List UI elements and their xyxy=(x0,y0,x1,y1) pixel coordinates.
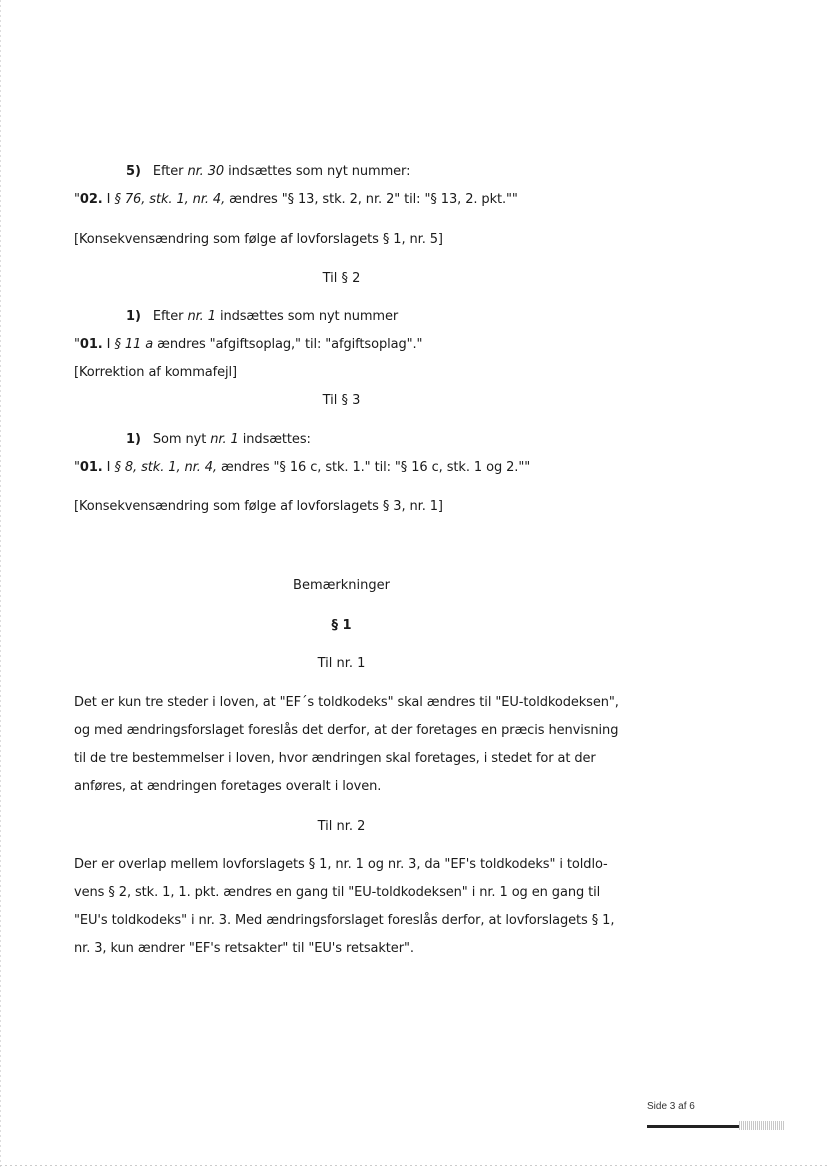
item-text: Efter xyxy=(152,309,184,324)
item-text: ændres "afgiftsoplag," til: "afgiftsoplag"." xyxy=(153,337,423,352)
amendment-text xyxy=(74,191,518,209)
item-text: I xyxy=(102,192,115,207)
note: [Korrektion af kommafejl] xyxy=(74,365,237,380)
quote-mark: " xyxy=(74,337,80,352)
amendment-item xyxy=(126,431,311,449)
body-line: Der er overlap mellem lovforslagets § 1, nr. 1 og nr. 3, da "EF's toldkodeks" i toldlo- xyxy=(74,857,608,872)
body-line: og med ændringsforslaget foreslås det derfor, at der foretages en præcis henvisning xyxy=(74,723,619,738)
item-reference: § 76, stk. 1, nr. 4, xyxy=(114,192,226,207)
section-heading: Til § 3 xyxy=(322,393,361,408)
item-number: 1) xyxy=(126,432,141,447)
note: [Konsekvensændring som følge af lovforslagets § 1, nr. 5] xyxy=(74,232,443,247)
subsection-heading: Til nr. 1 xyxy=(317,656,366,671)
item-text: indsættes som nyt nummer: xyxy=(228,164,411,179)
remarks-heading: Bemærkninger xyxy=(293,578,390,593)
item-reference: § 8, stk. 1, nr. 4, xyxy=(114,460,217,475)
page-number: Side 3 af 6 xyxy=(647,1101,695,1112)
item-text: I xyxy=(102,460,115,475)
item-text: I xyxy=(102,337,115,352)
item-number: 5) xyxy=(126,164,141,179)
quote-mark: " xyxy=(74,460,80,475)
scan-edge-bottom xyxy=(0,1165,827,1166)
item-text: indsættes: xyxy=(242,432,311,447)
body-line: Det er kun tre steder i loven, at "EF´s toldkodeks" skal ændres til "EU-toldkodeksen", xyxy=(74,695,619,710)
item-reference: § 11 a xyxy=(114,337,154,352)
item-number: 01. xyxy=(79,337,103,352)
footer-rule-pattern xyxy=(739,1121,784,1130)
subsection-heading: Til nr. 2 xyxy=(317,819,366,834)
item-text: indsættes som nyt nummer xyxy=(219,309,399,324)
item-reference: nr. 1 xyxy=(210,432,239,447)
amendment-text xyxy=(74,459,530,477)
item-number: 01. xyxy=(79,460,103,475)
note: [Konsekvensændring som følge af lovforslagets § 3, nr. 1] xyxy=(74,499,443,514)
amendment-text xyxy=(74,336,422,354)
amendment-item xyxy=(126,308,398,326)
item-reference: nr. 1 xyxy=(187,309,216,324)
body-line: vens § 2, stk. 1, 1. pkt. ændres en gang til "EU-toldkodeksen" i nr. 1 og en gang til xyxy=(74,885,601,900)
body-line: til de tre bestemmelser i loven, hvor ændringen skal foretages, i stedet for at der xyxy=(74,751,596,766)
paragraph-heading: § 1 xyxy=(331,618,352,633)
item-text: ændres "§ 16 c, stk. 1." til: "§ 16 c, stk. 1 og 2."" xyxy=(216,460,531,475)
item-text: Som nyt xyxy=(152,432,207,447)
body-line: anføres, at ændringen foretages overalt i loven. xyxy=(74,779,382,794)
item-number: 1) xyxy=(126,309,141,324)
footer-rule xyxy=(647,1125,739,1128)
body-line: "EU's toldkodeks" i nr. 3. Med ændringsforslaget foreslås derfor, at lovforslagets § 1, xyxy=(74,913,615,928)
amendment-item xyxy=(126,163,410,181)
item-text: ændres "§ 13, stk. 2, nr. 2" til: "§ 13, 2. pkt."" xyxy=(225,192,518,207)
section-heading: Til § 2 xyxy=(322,271,361,286)
item-reference: nr. 30 xyxy=(187,164,225,179)
item-text: Efter xyxy=(152,164,184,179)
body-line: nr. 3, kun ændrer "EF's retsakter" til "EU's retsakter". xyxy=(74,941,414,956)
item-number: 02. xyxy=(79,192,103,207)
quote-mark: " xyxy=(74,192,80,207)
